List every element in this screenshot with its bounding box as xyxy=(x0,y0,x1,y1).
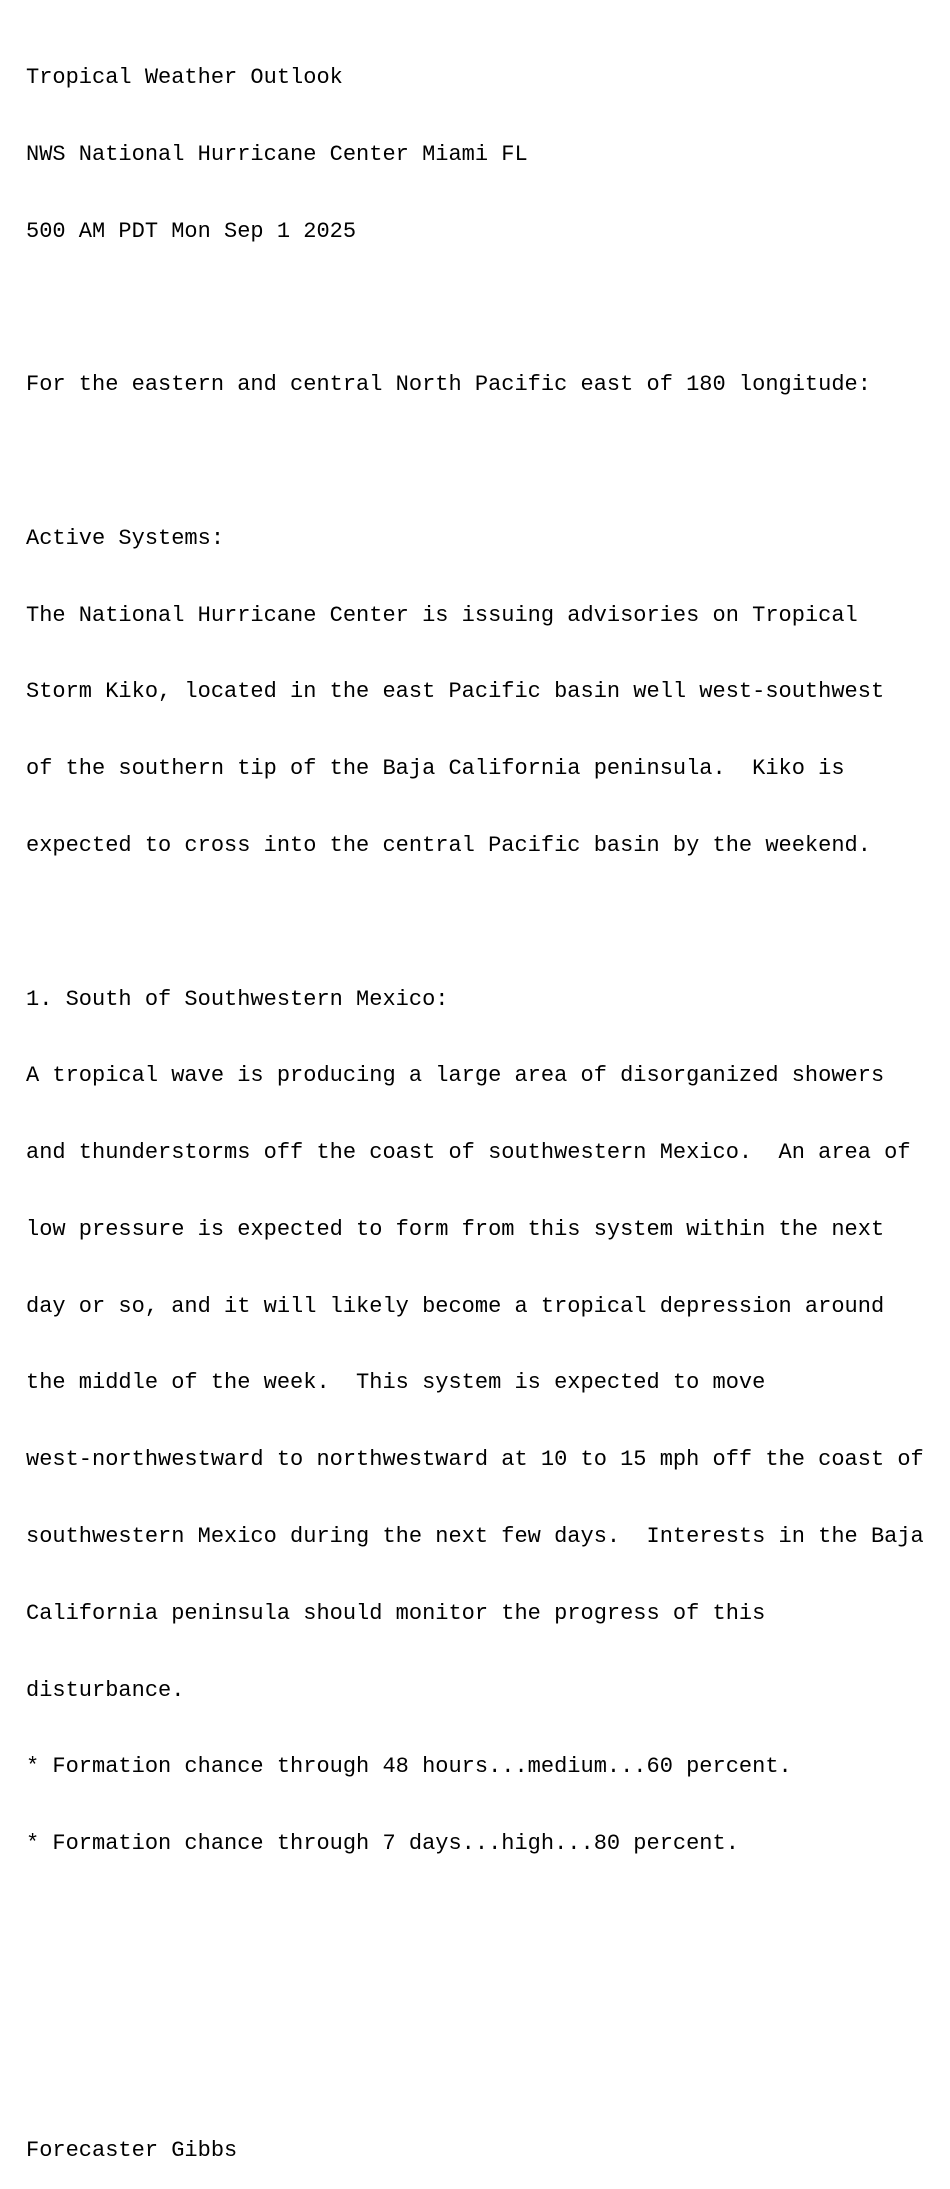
active-systems-text-line: of the southern tip of the Baja California peninsula. Kiko is xyxy=(26,756,845,782)
scope-statement: For the eastern and central North Pacific east of 180 longitude: xyxy=(26,372,871,398)
forecaster-signature: Forecaster Gibbs xyxy=(26,2138,238,2164)
area-1-text-line: and thunderstorms off the coast of southwestern Mexico. An area of xyxy=(26,1140,911,1166)
active-systems-text-line: Storm Kiko, located in the east Pacific basin well west-southwest xyxy=(26,679,885,705)
outlook-document xyxy=(26,14,924,2189)
active-systems-text-line: expected to cross into the central Pacific basin by the weekend. xyxy=(26,833,871,858)
issue-time: 500 AM PDT Mon Sep 1 2025 xyxy=(26,218,357,244)
area-1-text-line: disturbance. xyxy=(26,1677,185,1703)
area-1-text-line: the middle of the week. This system is expected to move xyxy=(26,1370,766,1396)
area-1-text-line: day or so, and it will likely become a tropical depression around xyxy=(26,1293,885,1319)
blank-line xyxy=(26,2062,924,2088)
active-systems-text-line: The National Hurricane Center is issuing advisories on Tropical xyxy=(26,602,858,628)
active-systems-heading: Active Systems: xyxy=(26,525,225,551)
area-1-text-line: low pressure is expected to form from this system within the next xyxy=(26,1216,885,1242)
area-1-text-line: A tropical wave is producing a large area of disorganized showers xyxy=(26,1063,885,1089)
area-1-text-line: southwestern Mexico during the next few days. Interests in the Baja xyxy=(26,1524,924,1550)
blank-line xyxy=(26,1908,924,1934)
area-1-text-line: west-northwestward to northwestward at 10 to 15 mph off the coast of xyxy=(26,1447,924,1473)
area-1-text-line: California peninsula should monitor the progress of this xyxy=(26,1600,766,1626)
blank-line xyxy=(26,1985,924,2011)
blank-line xyxy=(26,449,924,475)
blank-line xyxy=(26,296,924,322)
issuing-office: NWS National Hurricane Center Miami FL xyxy=(26,141,528,167)
formation-chance-7d: * Formation chance through 7 days...high...80 percent. xyxy=(26,1831,739,1857)
outlook-title: Tropical Weather Outlook xyxy=(26,65,343,91)
blank-line xyxy=(26,910,924,936)
area-1-heading: 1. South of Southwestern Mexico: xyxy=(26,986,449,1012)
formation-chance-48h: * Formation chance through 48 hours...medium...60 percent. xyxy=(26,1754,792,1780)
